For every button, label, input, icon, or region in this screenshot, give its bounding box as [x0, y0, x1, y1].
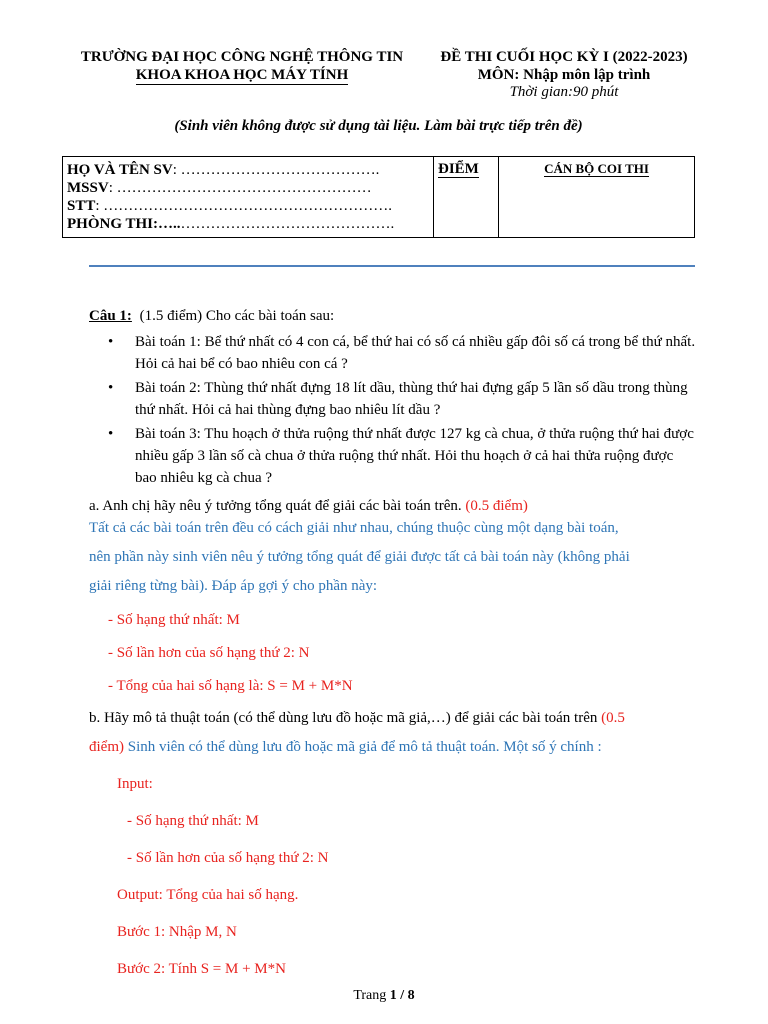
part-b-input-label: Input:: [117, 776, 153, 792]
score-label: ĐIỂM: [438, 161, 479, 177]
student-name-row: [63, 161, 433, 179]
proctor-label: [499, 161, 694, 177]
part-a-question: a. Anh chị hãy nêu ý tưởng tổng quát để giải các bài toán trên.: [89, 498, 462, 514]
part-a-points: (0.5 điểm): [465, 498, 528, 514]
student-order-row: [63, 197, 433, 215]
faculty-name: [62, 66, 422, 84]
page-current: 1: [389, 988, 397, 1003]
question1-label: Câu 1:: [89, 308, 132, 324]
part-a-item-1: - Số hạng thứ nhất: M: [108, 612, 240, 628]
problem-item: • Bài toán 1: Bể thứ nhất có 4 con cá, bể thứ hai có số cá nhiều gấp đôi số cá trong bể thứ nhất. Hỏi cả hai bể có bao nhiêu con cá ?: [108, 331, 698, 375]
exam-duration: Thời gian:90 phút: [509, 84, 619, 100]
proctor-cell[interactable]: [499, 157, 695, 238]
page-number: [0, 988, 768, 1004]
proctor-label-text: CÁN BỘ COI THI: [544, 161, 649, 176]
part-a-answer-line-2: nên phần này sinh viên nêu ý tưởng tổng quát để giải được tất cả bài toán này (không phải: [89, 549, 630, 565]
part-b-input-1: - Số hạng thứ nhất: M: [127, 813, 259, 829]
subject-label: MÔN:: [477, 67, 520, 83]
exam-subject: [420, 66, 708, 84]
question1-heading: [89, 305, 334, 327]
score-cell[interactable]: [434, 157, 499, 238]
student-name-field[interactable]: : ………………………………….: [172, 162, 380, 178]
header-divider: [89, 265, 695, 267]
part-b-question: b. Hãy mô tả thuật toán (có thể dùng lưu đồ hoặc mã giả,…) để giải các bài toán trên: [89, 710, 598, 726]
page-total: 8: [407, 988, 415, 1003]
student-id-label: MSSV: [67, 180, 109, 196]
university-name: TRƯỜNG ĐẠI HỌC CÔNG NGHỆ THÔNG TIN: [80, 49, 404, 65]
student-id-field[interactable]: : ……………………………………………: [108, 180, 372, 196]
part-b-input-2: - Số lần hơn của số hạng thứ 2: N: [127, 850, 329, 866]
part-a-answer-line-1: Tất cả các bài toán trên đều có cách giải như nhau, chúng thuộc cùng một dạng bài toán,: [89, 520, 619, 536]
faculty-name-text: KHOA KHOA HỌC MÁY TÍNH: [135, 67, 349, 83]
student-order-label: STT: [67, 198, 96, 214]
student-id-row: [63, 179, 433, 197]
part-b-points-b: điểm): [89, 739, 124, 755]
part-b-step-2: Bước 2: Tính S = M + M*N: [117, 961, 286, 977]
part-b-output: Output: Tổng của hai số hạng.: [117, 887, 299, 903]
part-b-step-1: Bước 1: Nhập M, N: [117, 924, 237, 940]
exam-room-field[interactable]: …………………………………….: [180, 216, 395, 232]
subject-name: Nhập môn lập trình: [523, 67, 651, 83]
problem-item: • Bài toán 2: Thùng thứ nhất đựng 18 lít dầu, thùng thứ hai đựng gấp 5 lần số dầu trong thùng thứ nhất. Hỏi cả hai thùng đựng bao nhiêu lít dầu ?: [108, 377, 698, 421]
part-b-points-a: (0.5: [601, 710, 625, 726]
page-label: Trang: [353, 988, 387, 1003]
student-info-cell: [63, 157, 434, 238]
exam-title: ĐỀ THI CUỐI HỌC KỲ I (2022-2023): [440, 49, 688, 65]
part-a-prompt: [89, 495, 528, 517]
part-b-answer: Sinh viên có thể dùng lưu đồ hoặc mã giả để mô tả thuật toán. Một số ý chính :: [127, 739, 602, 755]
student-info-table: [62, 156, 695, 238]
problem-list: [108, 331, 698, 491]
problem-item: • Bài toán 3: Thu hoạch ở thửa ruộng thứ nhất được 127 kg cà chua, ở thửa ruộng thứ hai được nhiều gấp 3 lần số cà chua ở thửa ruộng thứ nhất. Hỏi thu hoạch ở cả hai thửa ruộng được bao nhiêu kg cà chua ?: [108, 423, 698, 489]
student-name-label: HỌ VÀ TÊN SV: [67, 162, 173, 178]
exam-instruction: (Sinh viên không được sử dụng tài liệu. Làm bài trực tiếp trên đề): [174, 118, 583, 134]
student-order-field[interactable]: : ………………………………………………….: [95, 198, 393, 214]
part-a-answer-line-3: giải riêng từng bài). Đáp áp gợi ý cho phần này:: [89, 578, 378, 594]
part-b-prompt: [89, 707, 625, 729]
page-separator: /: [400, 988, 405, 1003]
exam-room-row: [63, 215, 433, 233]
exam-room-label: PHÒNG THI:…..: [67, 216, 181, 232]
part-b-answer-line: [89, 736, 602, 758]
part-a-item-3: - Tổng của hai số hạng là: S = M + M*N: [108, 678, 353, 694]
question1-points: (1.5 điểm) Cho các bài toán sau:: [139, 308, 335, 324]
part-a-item-2: - Số lần hơn của số hạng thứ 2: N: [108, 645, 310, 661]
